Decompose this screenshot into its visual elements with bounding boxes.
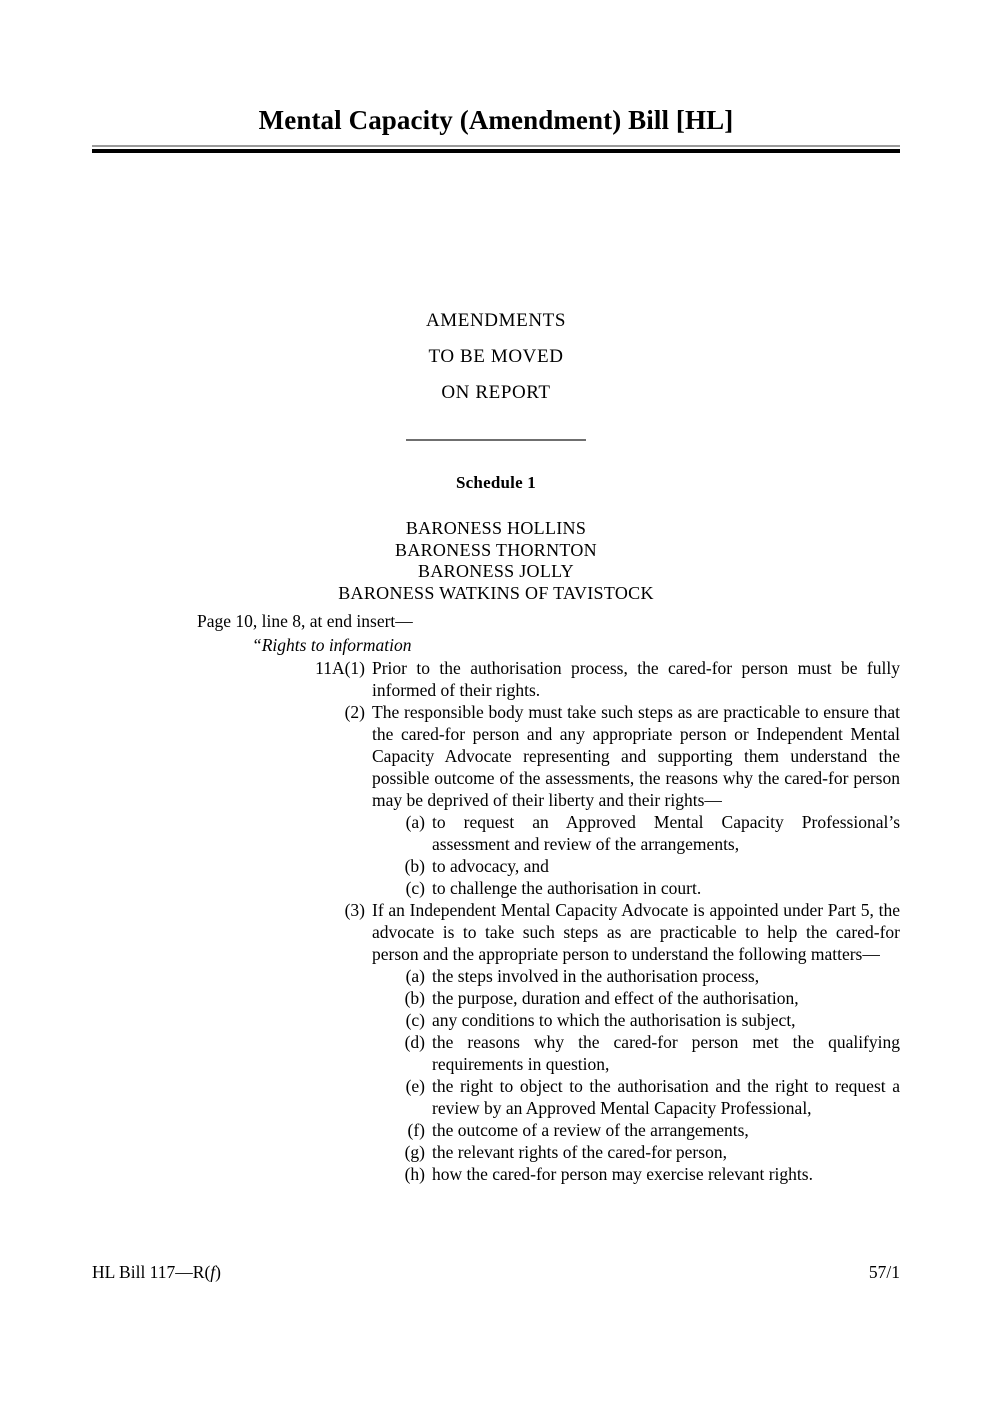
- heading-divider: [92, 439, 900, 441]
- subitem-text: to request an Approved Mental Capacity Professional’s assessment and review of the arrangements,: [432, 812, 900, 854]
- sponsor-name: BARONESS THORNTON: [395, 539, 597, 560]
- sponsor-name: BARONESS WATKINS OF TAVISTOCK: [338, 582, 654, 603]
- masthead-rule-thick: [92, 149, 900, 153]
- provision-subitem: [92, 811, 900, 855]
- page-footer: [92, 1262, 900, 1283]
- provision-text: The responsible body must take such steps as are practicable to ensure that the cared-for person and any appropriate person or Independent Mental Capacity Advocate representing and supporting them understand the possible outcome of the assessments, the reasons why the cared-for person may be deprived of their liberty and their rights—: [372, 702, 900, 810]
- page-title: Mental Capacity (Amendment) Bill [HL]: [258, 105, 734, 135]
- provision-subitem: [92, 965, 900, 987]
- subitem-marker: (a): [405, 812, 425, 832]
- subitem-marker: (h): [404, 1164, 425, 1184]
- provision-marker: 11A(1): [315, 658, 365, 678]
- subitem-marker: (a): [405, 966, 425, 986]
- sponsor-name: BARONESS JOLLY: [418, 561, 574, 581]
- provision-text: If an Independent Mental Capacity Advocate is appointed under Part 5, the advocate is to take such steps as are practicable to help the cared-for person and the appropriate person to understand the following matters—: [372, 900, 900, 964]
- provision-paragraph: [92, 657, 900, 701]
- provision-subitem: [92, 1075, 900, 1119]
- masthead-rule: [92, 145, 900, 153]
- subitem-marker: (e): [405, 1076, 425, 1096]
- provision-subitem: [92, 1031, 900, 1075]
- sponsor-name: BARONESS HOLLINS: [405, 518, 587, 538]
- subitem-marker: (c): [405, 1010, 425, 1030]
- subitem-marker: (b): [404, 988, 425, 1008]
- provision-text: Prior to the authorisation process, the cared-for person must be fully informed of their rights.: [372, 658, 900, 700]
- provision-paragraph: [92, 899, 900, 965]
- provision-marker: (2): [344, 702, 365, 722]
- provision-subitem: [92, 987, 900, 1009]
- heading-line-to-be-moved: TO BE MOVED: [428, 346, 564, 367]
- subitem-text: to challenge the authorisation in court.: [432, 878, 702, 898]
- sponsor-list: [92, 518, 900, 604]
- subitem-text: the reasons why the cared-for person met the qualifying requirements in question,: [432, 1032, 900, 1074]
- subitem-text: the outcome of a review of the arrangements,: [432, 1120, 749, 1140]
- amendment-instruction: Page 10, line 8, at end insert—: [197, 611, 413, 631]
- inserted-text-heading: “Rights to information: [252, 635, 412, 655]
- provision-subitem: [92, 1009, 900, 1031]
- provision-subitem: [92, 855, 900, 877]
- subitem-text: the relevant rights of the cared-for person,: [432, 1142, 727, 1162]
- masthead: [92, 105, 900, 153]
- provision-marker: (3): [344, 900, 365, 920]
- subitem-marker: (b): [404, 856, 425, 876]
- schedule-heading: Schedule 1: [456, 473, 536, 492]
- heading-line-on-report: ON REPORT: [441, 382, 551, 403]
- subitem-text: the purpose, duration and effect of the authorisation,: [432, 988, 799, 1008]
- subitem-text: the steps involved in the authorisation process,: [432, 966, 760, 986]
- heading-divider-rule: [406, 439, 586, 441]
- subitem-text: to advocacy, and: [432, 856, 549, 876]
- subitem-marker: (g): [404, 1142, 425, 1162]
- subitem-marker: (c): [405, 878, 425, 898]
- bill-reference-italic: f: [210, 1262, 216, 1282]
- bill-reference-prefix: HL Bill 117—R(: [92, 1262, 211, 1282]
- amendments-heading-block: [92, 303, 900, 493]
- subitem-marker: (f): [407, 1120, 425, 1140]
- provision-paragraph: [92, 701, 900, 811]
- page-number: 57/1: [868, 1262, 900, 1282]
- provision-subitem: [92, 877, 900, 899]
- subitem-text: how the cared-for person may exercise relevant rights.: [432, 1164, 813, 1184]
- provision-subitem: [92, 1119, 900, 1141]
- bill-reference: [92, 1262, 221, 1283]
- provision-subitem: [92, 1163, 900, 1185]
- heading-line-amendments: AMENDMENTS: [425, 310, 567, 331]
- subitem-marker: (d): [404, 1032, 425, 1052]
- subitem-text: the right to object to the authorisation and the right to request a review by an Approved Mental Capacity Professional,: [432, 1076, 900, 1118]
- bill-reference-suffix: ): [215, 1262, 221, 1282]
- amendment-body: [92, 610, 900, 1185]
- subitem-text: any conditions to which the authorisation is subject,: [432, 1010, 796, 1030]
- provision-subitem: [92, 1141, 900, 1163]
